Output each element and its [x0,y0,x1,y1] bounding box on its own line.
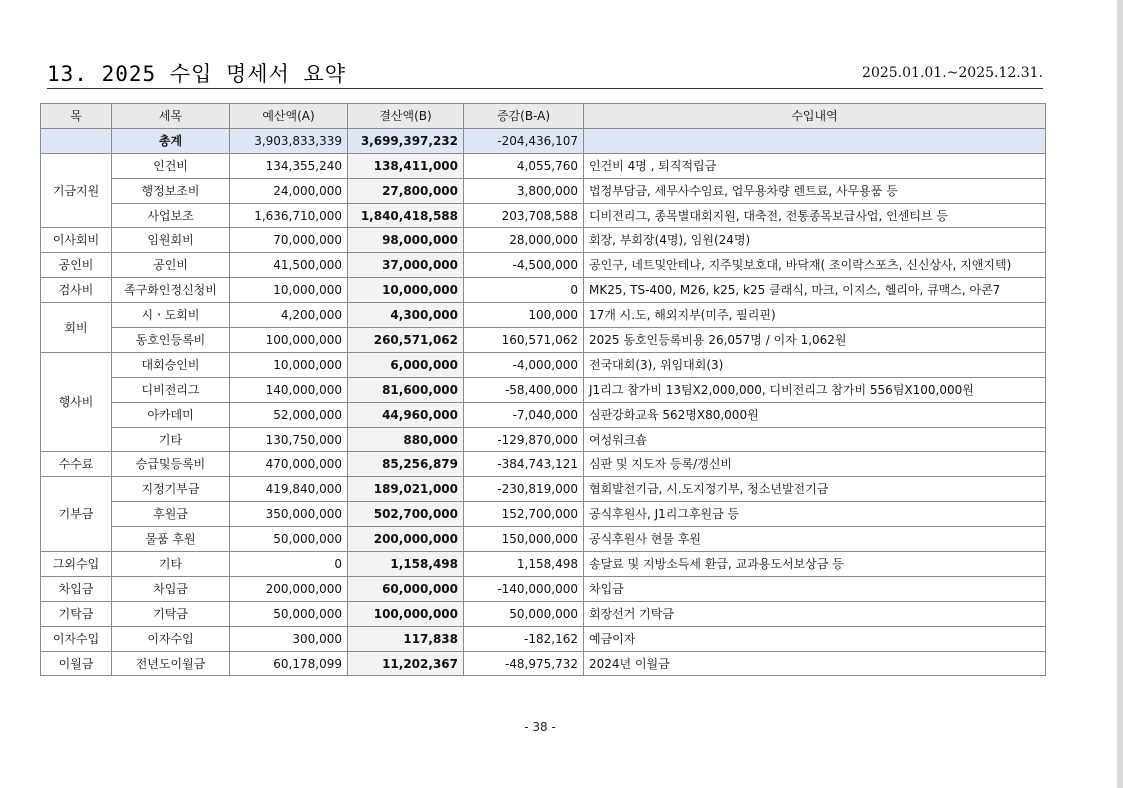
actual-cell: 117,838 [348,626,464,651]
budget-cell: 50,000,000 [230,527,348,552]
budget-cell: 1,636,710,000 [230,203,348,228]
budget-cell: 10,000,000 [230,352,348,377]
document-header [47,58,1043,89]
page-title: 13. 2025 수입 명세서 요약 [47,62,347,86]
description-cell: 디비전리그, 종목별대회지원, 대축전, 전통종목보급사업, 인센티브 등 [584,203,1046,228]
description-cell: 협회발전기금, 시.도지정기부, 청소년발전기금 [584,477,1046,502]
table-row [41,352,1046,377]
table-row [41,178,1046,203]
budget-cell: 0 [230,552,348,577]
subitem-cell: 임원회비 [112,228,230,253]
category-cell: 기부금 [41,477,112,552]
budget-cell: 41,500,000 [230,253,348,278]
page-edge-scrollbar [1117,0,1123,788]
category-cell: 수수료 [41,452,112,477]
actual-cell: 189,021,000 [348,477,464,502]
table-row [41,651,1046,676]
diff-cell: 4,055,760 [464,153,584,178]
diff-cell: 3,800,000 [464,178,584,203]
budget-cell: 140,000,000 [230,377,348,402]
table-row [41,278,1046,303]
diff-cell: -48,975,732 [464,651,584,676]
subitem-cell: 행정보조비 [112,178,230,203]
subitem-cell: 디비전리그 [112,377,230,402]
diff-cell: 0 [464,278,584,303]
description-cell: 심판강화교육 562명X80,000원 [584,402,1046,427]
category-cell: 이사회비 [41,228,112,253]
diff-cell: -4,500,000 [464,253,584,278]
diff-cell: -384,743,121 [464,452,584,477]
diff-cell: -4,000,000 [464,352,584,377]
budget-cell: 470,000,000 [230,452,348,477]
category-cell: 공인비 [41,253,112,278]
description-cell: 공식후원사 현물 후원 [584,527,1046,552]
diff-cell: -140,000,000 [464,576,584,601]
actual-cell: 10,000,000 [348,278,464,303]
actual-cell: 260,571,062 [348,328,464,353]
diff-cell: 152,700,000 [464,502,584,527]
table-row [41,253,1046,278]
income-summary-table [40,103,1046,676]
page-number: - 38 - [524,720,556,734]
table-row [41,527,1046,552]
subitem-cell: 기타 [112,552,230,577]
description-cell: 차입금 [584,576,1046,601]
table-header-row [41,104,1046,129]
column-header-category: 목 [41,104,112,129]
diff-cell: 100,000 [464,303,584,328]
description-cell: 17개 시.도, 해외지부(미주, 필리핀) [584,303,1046,328]
table-row [41,377,1046,402]
actual-cell: 98,000,000 [348,228,464,253]
table-row [41,153,1046,178]
column-header-subitem: 세목 [112,104,230,129]
subitem-cell: 시ㆍ도회비 [112,303,230,328]
table-row [41,228,1046,253]
description-cell: 회장선거 기탁금 [584,601,1046,626]
description-cell: 공식후원사, J1리그후원금 등 [584,502,1046,527]
column-header-description: 수입내역 [584,104,1046,129]
subitem-cell: 승급및등록비 [112,452,230,477]
category-cell: 행사비 [41,352,112,452]
budget-cell: 10,000,000 [230,278,348,303]
description-cell: 2025 동호인등록비용 26,057명 / 이자 1,062원 [584,328,1046,353]
actual-cell: 6,000,000 [348,352,464,377]
subitem-cell: 인건비 [112,153,230,178]
table-row [41,502,1046,527]
subitem-cell: 공인비 [112,253,230,278]
actual-cell: 81,600,000 [348,377,464,402]
table-row [41,552,1046,577]
budget-cell: 350,000,000 [230,502,348,527]
table-row [41,576,1046,601]
subitem-cell: 기타 [112,427,230,452]
subitem-cell: 물품 후원 [112,527,230,552]
budget-cell: 60,178,099 [230,651,348,676]
description-cell: 송달료 및 지방소득세 환급, 교과용도서보상금 등 [584,552,1046,577]
actual-cell: 11,202,367 [348,651,464,676]
category-cell: 기금지원 [41,153,112,228]
description-cell: 회장, 부회장(4명), 임원(24명) [584,228,1046,253]
total-diff: -204,436,107 [464,128,584,153]
actual-cell: 85,256,879 [348,452,464,477]
total-label: 총계 [112,128,230,153]
table-row [41,477,1046,502]
fiscal-period: 2025.01.01.~2025.12.31. [862,65,1043,81]
budget-cell: 100,000,000 [230,328,348,353]
subitem-cell: 대회승인비 [112,352,230,377]
category-cell: 그외수입 [41,552,112,577]
actual-cell: 502,700,000 [348,502,464,527]
actual-cell: 138,411,000 [348,153,464,178]
actual-cell: 27,800,000 [348,178,464,203]
subitem-cell: 후원금 [112,502,230,527]
table-row [41,402,1046,427]
description-cell: 예금이자 [584,626,1046,651]
subitem-cell: 전년도이월금 [112,651,230,676]
total-budget: 3,903,833,339 [230,128,348,153]
description-cell: 2024년 이월금 [584,651,1046,676]
diff-cell: 150,000,000 [464,527,584,552]
subitem-cell: 차입금 [112,576,230,601]
table-row [41,452,1046,477]
diff-cell: 28,000,000 [464,228,584,253]
table-row [41,601,1046,626]
table-row [41,303,1046,328]
description-cell: 법정부담금, 세무사수임료, 업무용차량 렌트료, 사무용품 등 [584,178,1046,203]
subitem-cell: 동호인등록비 [112,328,230,353]
actual-cell: 60,000,000 [348,576,464,601]
subitem-cell: 이자수입 [112,626,230,651]
budget-cell: 419,840,000 [230,477,348,502]
actual-cell: 100,000,000 [348,601,464,626]
description-cell: 심판 및 지도자 등록/갱신비 [584,452,1046,477]
actual-cell: 44,960,000 [348,402,464,427]
table-row [41,427,1046,452]
subitem-cell: 족구화인정신청비 [112,278,230,303]
description-cell: MK25, TS-400, M26, k25, k25 클래식, 마크, 이지스, 헬리아, 큐맥스, 아콘7 [584,278,1046,303]
diff-cell: -7,040,000 [464,402,584,427]
column-header-actual: 결산액(B) [348,104,464,129]
budget-cell: 134,355,240 [230,153,348,178]
description-cell: J1리그 참가비 13팀X2,000,000, 디비전리그 참가비 556팀X100,000원 [584,377,1046,402]
actual-cell: 37,000,000 [348,253,464,278]
category-cell: 이월금 [41,651,112,676]
diff-cell: -58,400,000 [464,377,584,402]
diff-cell: -129,870,000 [464,427,584,452]
table-body [41,128,1046,676]
budget-cell: 50,000,000 [230,601,348,626]
actual-cell: 200,000,000 [348,527,464,552]
budget-cell: 300,000 [230,626,348,651]
category-cell: 차입금 [41,576,112,601]
column-header-budget: 예산액(A) [230,104,348,129]
description-cell: 공인구, 네트및안테나, 지주및보호대, 바닥재( 조이락스포츠, 신신상사, 지앤지텍) [584,253,1046,278]
total-row [41,128,1046,153]
total-blank-cell [41,128,112,153]
category-cell: 기탁금 [41,601,112,626]
diff-cell: 1,158,498 [464,552,584,577]
subitem-cell: 지정기부금 [112,477,230,502]
actual-cell: 4,300,000 [348,303,464,328]
budget-cell: 200,000,000 [230,576,348,601]
total-description [584,128,1046,153]
budget-cell: 52,000,000 [230,402,348,427]
actual-cell: 1,158,498 [348,552,464,577]
diff-cell: 160,571,062 [464,328,584,353]
table-row [41,328,1046,353]
table-row [41,626,1046,651]
description-cell: 여성워크숍 [584,427,1046,452]
diff-cell: 50,000,000 [464,601,584,626]
subitem-cell: 기탁금 [112,601,230,626]
budget-cell: 70,000,000 [230,228,348,253]
subitem-cell: 사업보조 [112,203,230,228]
table-row [41,203,1046,228]
category-cell: 이자수입 [41,626,112,651]
description-cell: 인건비 4명 , 퇴직적립금 [584,153,1046,178]
column-header-diff: 증감(B-A) [464,104,584,129]
diff-cell: 203,708,588 [464,203,584,228]
budget-cell: 4,200,000 [230,303,348,328]
budget-cell: 130,750,000 [230,427,348,452]
total-actual: 3,699,397,232 [348,128,464,153]
description-cell: 전국대회(3), 위임대회(3) [584,352,1046,377]
actual-cell: 1,840,418,588 [348,203,464,228]
budget-cell: 24,000,000 [230,178,348,203]
category-cell: 회비 [41,303,112,353]
subitem-cell: 아카데미 [112,402,230,427]
diff-cell: -230,819,000 [464,477,584,502]
category-cell: 검사비 [41,278,112,303]
actual-cell: 880,000 [348,427,464,452]
diff-cell: -182,162 [464,626,584,651]
